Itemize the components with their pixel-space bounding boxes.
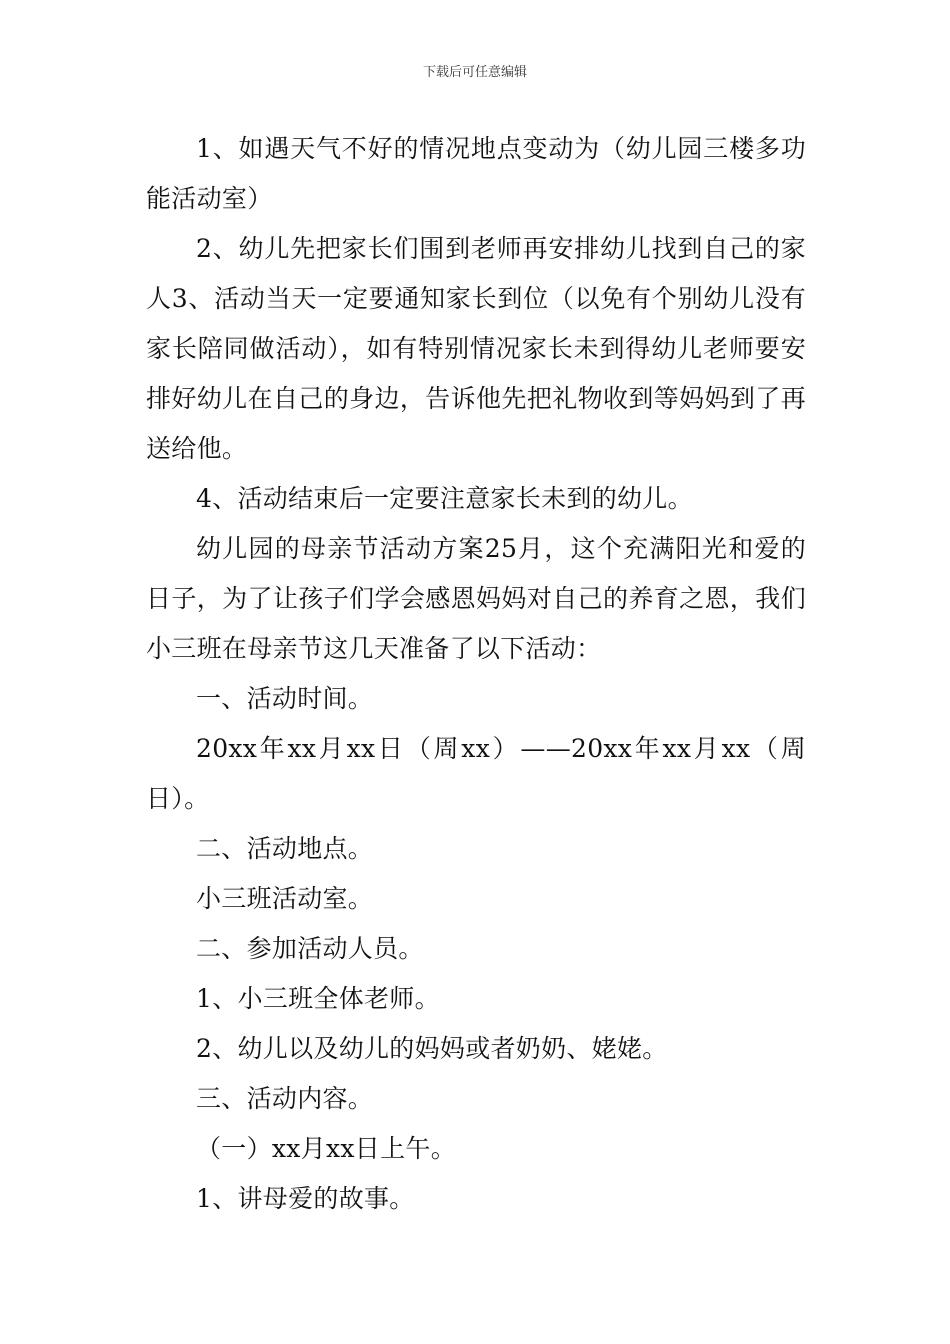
list-item-teachers: 1、小三班全体老师。 (196, 984, 440, 1013)
subsection-heading-morning: （一）xx月xx日上午。 (196, 1134, 456, 1163)
document-body (146, 124, 806, 1224)
section-heading-location: 二、活动地点。 (196, 834, 374, 863)
paragraph-weather-note: 1、如遇天气不好的情况地点变动为（幼儿园三楼多功能活动室） (146, 134, 806, 213)
paragraph-after-activity: 4、活动结束后一定要注意家长未到的幼儿。 (196, 484, 693, 513)
list-item-story: 1、讲母爱的故事。 (196, 1184, 415, 1213)
list-item-children-mothers: 2、幼儿以及幼儿的妈妈或者奶奶、姥姥。 (196, 1034, 668, 1063)
paragraph-location: 小三班活动室。 (196, 884, 374, 913)
section-heading-time: 一、活动时间。 (196, 684, 374, 713)
section-heading-content: 三、活动内容。 (196, 1084, 374, 1113)
page-header: 下载后可任意编辑 (422, 65, 527, 80)
paragraph-time-range: 20xx年xx月xx日（周xx）——20xx年xx月xx（周日）。 (146, 734, 806, 813)
section-heading-participants: 二、参加活动人员。 (196, 934, 424, 963)
paragraph-plan-intro: 幼儿园的母亲节活动方案25月，这个充满阳光和爱的日子，为了让孩子们学会感恩妈妈对自己的养育之恩，我们小三班在母亲节这几天准备了以下活动： (146, 534, 806, 663)
paragraph-parents-arrangement: 2、幼儿先把家长们围到老师再安排幼儿找到自己的家人3、活动当天一定要通知家长到位（以免有个别幼儿没有家长陪同做活动），如有特别情况家长未到得幼儿老师要安排好幼儿在自己的身边，告诉他先把礼物收到等妈妈到了再送给他。 (146, 234, 806, 463)
